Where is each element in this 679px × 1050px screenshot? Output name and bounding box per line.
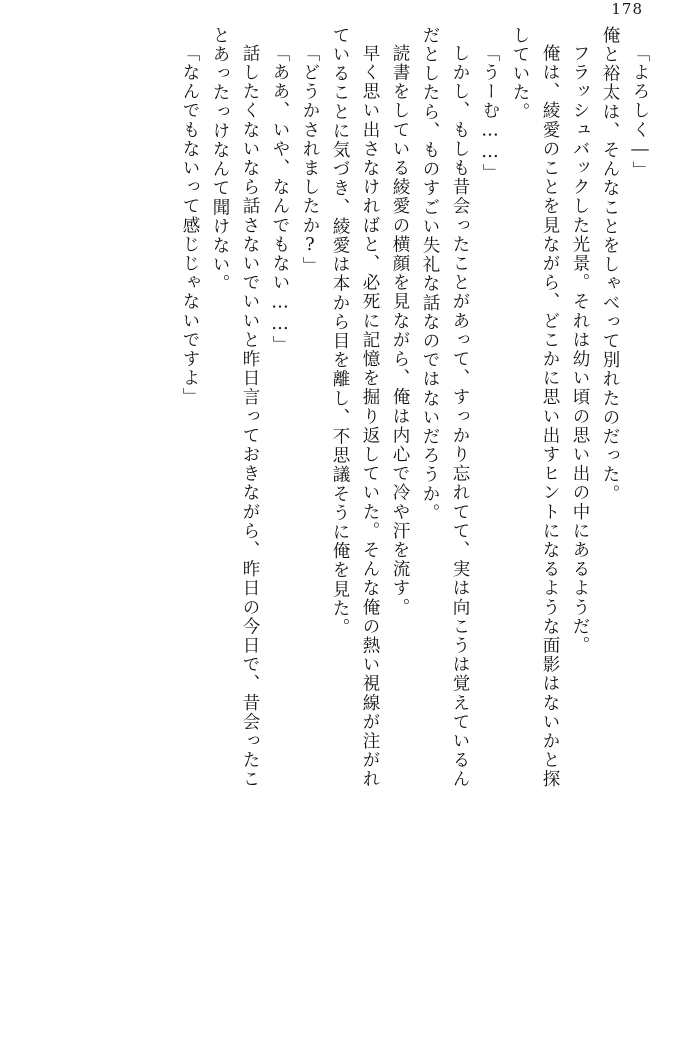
text-line: ていることに気づき、綾愛は本から目を離し、不思議そうに俺を見た。 xyxy=(330,26,350,638)
text-line: 話したくないなら話さないでいいと昨日言っておきながら、昨日の今日で、昔会ったこ xyxy=(240,44,260,789)
text-line: フラッシュバックした光景。それは幼い頃の思い出の中にあるようだ。 xyxy=(570,44,590,656)
text-line: 「ああ、いや、なんでもない……」 xyxy=(270,44,290,355)
vertical-text-body xyxy=(24,26,655,1028)
text-line: 「うーむ……」 xyxy=(480,44,500,183)
text-line: 早く思い出さなければと、必死に記憶を掘り返していた。そんな俺の熱い視線が注がれ xyxy=(360,44,380,789)
text-line: 「なんでもないって感じじゃないですよ」 xyxy=(180,44,200,407)
text-line: 「どうかされましたか?」 xyxy=(300,44,320,276)
text-line: 俺は、綾愛のことを見ながら、どこかに思い出すヒントになるような面影はないかと探 xyxy=(540,44,560,789)
text-line: 読書をしている綾愛の横顔を見ながら、俺は内心で冷や汗を流す。 xyxy=(390,44,410,617)
text-line: していた。 xyxy=(510,26,530,122)
text-line: 俺と裕太は、そんなことをしゃべって別れたのだった。 xyxy=(600,26,620,504)
page-number: 178 xyxy=(611,0,643,18)
text-line: とあったっけなんて聞けない。 xyxy=(210,26,230,294)
text-line: しかし、もしも昔会ったことがあって、すっかり忘れてて、実は向こうは覚えているん xyxy=(450,44,470,789)
text-line: だとしたら、ものすごい失礼な話なのではないだろうか。 xyxy=(420,26,440,523)
text-line: 「よろしく―」 xyxy=(630,44,650,181)
